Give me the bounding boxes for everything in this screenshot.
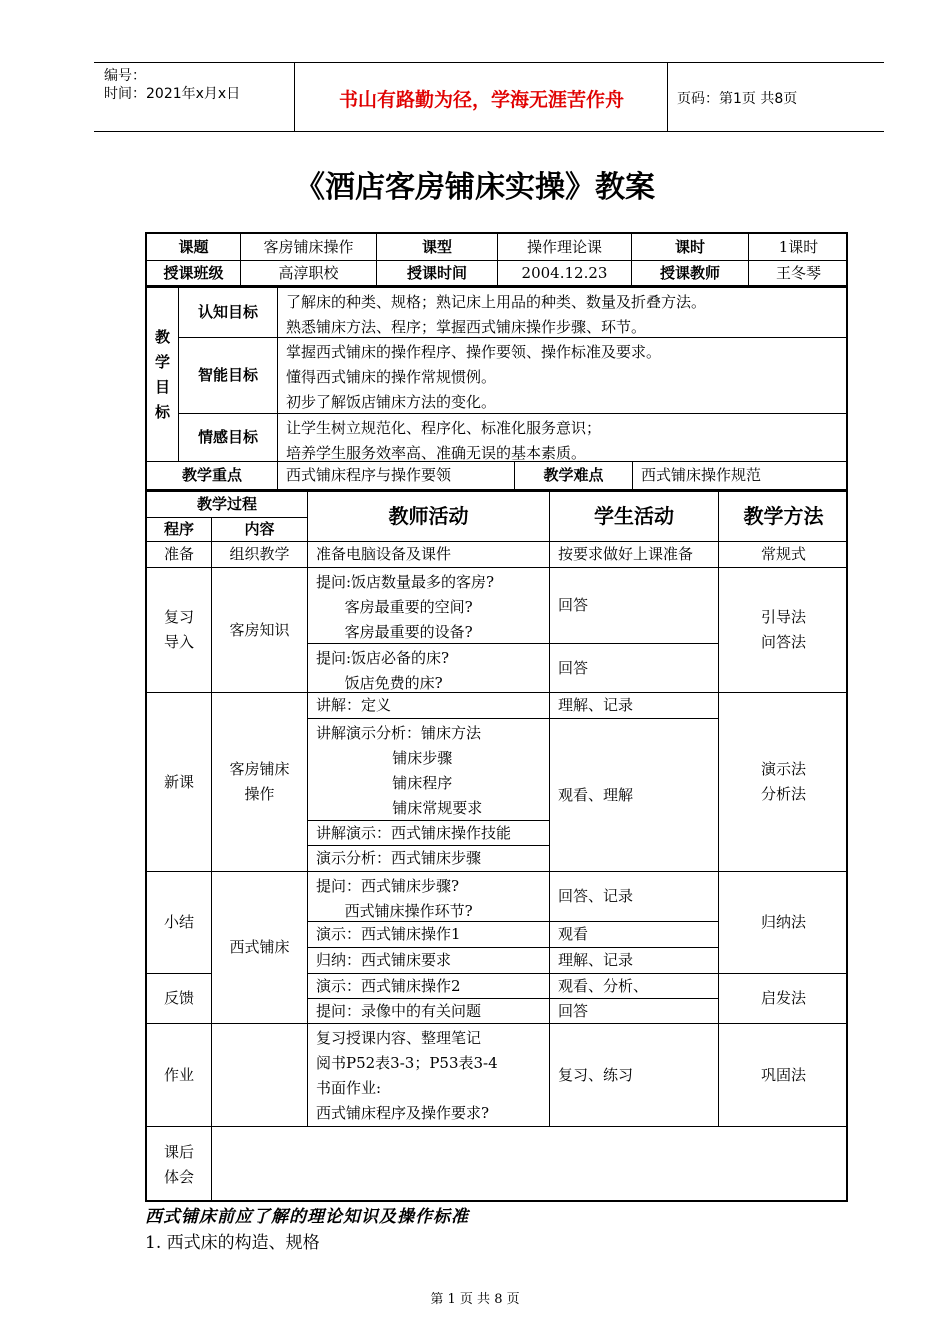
document-title: 《酒店客房铺床实操》教案 bbox=[295, 170, 655, 205]
review-student-2: 回答 bbox=[550, 644, 719, 693]
feedback-step: 反馈 bbox=[147, 974, 212, 1024]
review-method: 引导法 问答法 bbox=[719, 568, 848, 693]
topic-label: 课题 bbox=[147, 234, 241, 261]
new-lesson-student-2: 观看、理解 bbox=[550, 719, 719, 872]
review-teacher-1: 提问:饭店数量最多的客房? 客房最重要的空间? 客房最重要的设备? bbox=[308, 568, 550, 644]
review-content: 客房知识 bbox=[212, 568, 308, 693]
teacher-value: 王冬琴 bbox=[749, 261, 848, 286]
date-label: 授课时间 bbox=[377, 261, 498, 286]
summary-method: 归纳法 bbox=[719, 872, 848, 974]
key-point-label: 教学重点 bbox=[147, 462, 278, 490]
section-heading: 西式铺床前应了解的理论知识及操作标准 bbox=[145, 1207, 469, 1227]
cognitive-goal-label: 认知目标 bbox=[179, 288, 278, 338]
new-lesson-teacher-1: 讲解：定义 bbox=[308, 693, 550, 719]
new-lesson-student-1: 理解、记录 bbox=[550, 693, 719, 719]
emotion-goal-label: 情感目标 bbox=[179, 414, 278, 462]
review-step: 复习 导入 bbox=[147, 568, 212, 693]
topic-value: 客房铺床操作 bbox=[241, 234, 377, 261]
new-lesson-step: 新课 bbox=[147, 693, 212, 872]
class-label: 授课班级 bbox=[147, 261, 241, 286]
review-student-1: 回答 bbox=[550, 568, 719, 644]
step-header: 程序 bbox=[147, 518, 212, 542]
prep-content: 组织教学 bbox=[212, 542, 308, 568]
feedback-method: 启发法 bbox=[719, 974, 848, 1024]
page-label: 页码：第1页 共8页 bbox=[677, 91, 798, 107]
difficulty-label: 教学难点 bbox=[515, 462, 633, 490]
difficulty: 西式铺床操作规范 bbox=[633, 462, 848, 490]
homework-content bbox=[212, 1024, 308, 1127]
review-teacher-2: 提问:饭店必备的床? 饭店免费的床? bbox=[308, 644, 550, 693]
feedback-teacher-1: 演示：西式铺床操作2 bbox=[308, 974, 550, 999]
feedback-student-1: 观看、分析、 bbox=[550, 974, 719, 999]
prep-teacher: 准备电脑设备及课件 bbox=[308, 542, 550, 568]
summary-content: 西式铺床 bbox=[212, 872, 308, 1024]
new-lesson-teacher-4: 演示分析：西式铺床步骤 bbox=[308, 846, 550, 872]
ability-goal-label: 智能目标 bbox=[179, 338, 278, 414]
summary-teacher-1: 提问：西式铺床步骤? 西式铺床操作环节? bbox=[308, 872, 550, 922]
lesson-plan-table bbox=[145, 232, 848, 1202]
summary-student-1: 回答、记录 bbox=[550, 872, 719, 922]
key-point: 西式铺床程序与操作要领 bbox=[278, 462, 515, 490]
time-label: 时间：2021年x月x日 bbox=[104, 86, 241, 102]
list-item: 1. 西式床的构造、规格 bbox=[145, 1233, 320, 1253]
teacher-activity-header: 教师活动 bbox=[308, 492, 550, 542]
homework-method: 巩固法 bbox=[719, 1024, 848, 1127]
prep-step: 准备 bbox=[147, 542, 212, 568]
feedback-student-2: 回答 bbox=[550, 999, 719, 1024]
code-label: 编号： bbox=[104, 68, 146, 84]
teacher-label: 授课教师 bbox=[632, 261, 749, 286]
new-lesson-teacher-2: 讲解演示分析：铺床方法 铺床步骤 铺床程序 铺床常规要求 bbox=[308, 719, 550, 821]
prep-student: 按要求做好上课准备 bbox=[550, 542, 719, 568]
student-activity-header: 学生活动 bbox=[550, 492, 719, 542]
reflection-step: 课后 体会 bbox=[147, 1127, 212, 1202]
homework-step: 作业 bbox=[147, 1024, 212, 1127]
goals-label: 教 学 目 标 bbox=[147, 288, 179, 462]
emotion-goal: 让学生树立规范化、程序化、标准化服务意识； 培养学生服务效率高、准确无误的基本素质。 bbox=[278, 414, 848, 462]
new-lesson-content: 客房铺床 操作 bbox=[212, 693, 308, 872]
prep-method: 常规式 bbox=[719, 542, 848, 568]
reflection-content bbox=[212, 1127, 848, 1202]
date-value: 2004.12.23 bbox=[498, 261, 632, 286]
ability-goal: 掌握西式铺床的操作程序、操作要领、操作标准及要求。 懂得西式铺床的操作常规惯例。 初步了解饭店铺床方法的变化。 bbox=[278, 338, 848, 414]
hours-label: 课时 bbox=[632, 234, 749, 261]
feedback-teacher-2: 提问：录像中的有关问题 bbox=[308, 999, 550, 1024]
new-lesson-teacher-3: 讲解演示：西式铺床操作技能 bbox=[308, 821, 550, 846]
summary-step: 小结 bbox=[147, 872, 212, 974]
method-header: 教学方法 bbox=[719, 492, 848, 542]
type-value: 操作理论课 bbox=[498, 234, 632, 261]
motto: 书山有路勤为径，学海无涯苦作舟 bbox=[338, 89, 624, 111]
summary-teacher-3: 归纳：西式铺床要求 bbox=[308, 948, 550, 974]
process-header: 教学过程 bbox=[147, 492, 308, 518]
type-label: 课型 bbox=[377, 234, 498, 261]
summary-student-2: 观看 bbox=[550, 922, 719, 948]
new-lesson-method: 演示法 分析法 bbox=[719, 693, 848, 872]
summary-student-3: 理解、记录 bbox=[550, 948, 719, 974]
class-value: 高淳职校 bbox=[241, 261, 377, 286]
homework-teacher: 复习授课内容、整理笔记 阅书P52表3-3；P53表3-4 书面作业: 西式铺床程序及操作要求? bbox=[308, 1024, 550, 1127]
page-footer: 第 1 页 共 8 页 bbox=[430, 1292, 520, 1307]
header-meta bbox=[104, 67, 240, 103]
summary-teacher-2: 演示：西式铺床操作1 bbox=[308, 922, 550, 948]
page-header bbox=[94, 62, 884, 132]
cognitive-goal: 了解床的种类、规格；熟记床上用品的种类、数量及折叠方法。 熟悉铺床方法、程序；掌握西式铺床操作步骤、环节。 bbox=[278, 288, 848, 338]
content-header: 内容 bbox=[212, 518, 308, 542]
hours-value: 1课时 bbox=[749, 234, 848, 261]
header-divider bbox=[667, 63, 668, 131]
homework-student: 复习、练习 bbox=[550, 1024, 719, 1127]
